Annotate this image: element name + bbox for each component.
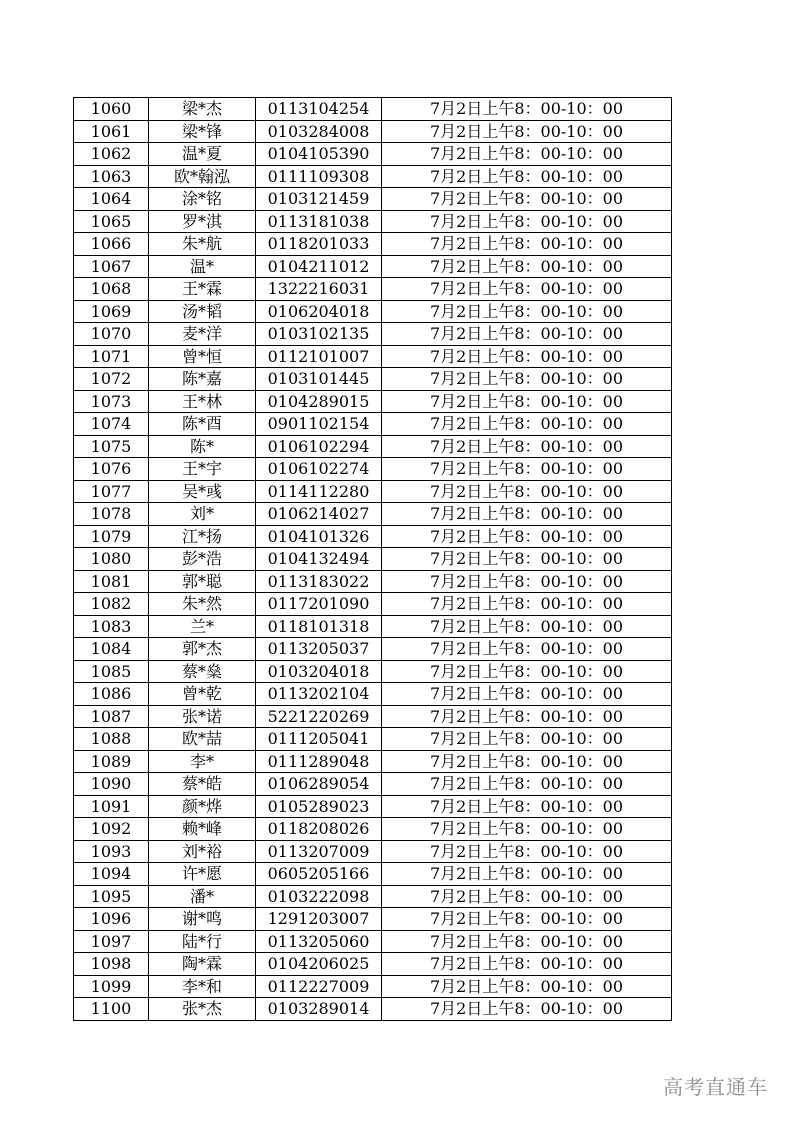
table-row [74, 570, 672, 593]
exam-time-cell: 7月2日上午8：00-10：00 [382, 525, 672, 548]
serial-number-cell: 1099 [74, 975, 149, 998]
serial-number-cell: 1071 [74, 345, 149, 368]
exam-time-cell: 7月2日上午8：00-10：00 [382, 390, 672, 413]
exam-time-cell: 7月2日上午8：00-10：00 [382, 233, 672, 256]
candidate-id-cell: 0103222098 [256, 885, 382, 908]
candidate-id-cell: 0111289048 [256, 750, 382, 773]
serial-number-cell: 1091 [74, 795, 149, 818]
candidate-id-cell: 0106102294 [256, 435, 382, 458]
name-cell: 王*霖 [149, 278, 256, 301]
serial-number-cell: 1081 [74, 570, 149, 593]
exam-schedule-table [73, 97, 672, 1021]
exam-time-cell: 7月2日上午8：00-10：00 [382, 368, 672, 391]
table-row [74, 165, 672, 188]
exam-time-cell: 7月2日上午8：00-10：00 [382, 300, 672, 323]
serial-number-cell: 1082 [74, 593, 149, 616]
table-body [74, 98, 672, 1021]
exam-time-cell: 7月2日上午8：00-10：00 [382, 638, 672, 661]
table-row [74, 345, 672, 368]
candidate-id-cell: 0113202104 [256, 683, 382, 706]
serial-number-cell: 1084 [74, 638, 149, 661]
exam-time-cell: 7月2日上午8：00-10：00 [382, 975, 672, 998]
serial-number-cell: 1097 [74, 930, 149, 953]
table-row [74, 233, 672, 256]
exam-time-cell: 7月2日上午8：00-10：00 [382, 480, 672, 503]
name-cell: 李*和 [149, 975, 256, 998]
exam-time-cell: 7月2日上午8：00-10：00 [382, 323, 672, 346]
exam-time-cell: 7月2日上午8：00-10：00 [382, 773, 672, 796]
table-row [74, 638, 672, 661]
candidate-id-cell: 0113207009 [256, 840, 382, 863]
exam-time-cell: 7月2日上午8：00-10：00 [382, 750, 672, 773]
table-row [74, 908, 672, 931]
name-cell: 陈*酉 [149, 413, 256, 436]
serial-number-cell: 1095 [74, 885, 149, 908]
name-cell: 兰* [149, 615, 256, 638]
exam-time-cell: 7月2日上午8：00-10：00 [382, 165, 672, 188]
candidate-id-cell: 0104289015 [256, 390, 382, 413]
exam-time-cell: 7月2日上午8：00-10：00 [382, 435, 672, 458]
candidate-id-cell: 0103284008 [256, 120, 382, 143]
name-cell: 曾*恒 [149, 345, 256, 368]
serial-number-cell: 1079 [74, 525, 149, 548]
exam-time-cell: 7月2日上午8：00-10：00 [382, 953, 672, 976]
table-row [74, 480, 672, 503]
table-row [74, 818, 672, 841]
name-cell: 赖*峰 [149, 818, 256, 841]
candidate-id-cell: 0104101326 [256, 525, 382, 548]
serial-number-cell: 1070 [74, 323, 149, 346]
candidate-id-cell: 0106204018 [256, 300, 382, 323]
candidate-id-cell: 0605205166 [256, 863, 382, 886]
serial-number-cell: 1086 [74, 683, 149, 706]
exam-time-cell: 7月2日上午8：00-10：00 [382, 930, 672, 953]
table-row [74, 278, 672, 301]
serial-number-cell: 1090 [74, 773, 149, 796]
table-row [74, 210, 672, 233]
name-cell: 陆*行 [149, 930, 256, 953]
table-row [74, 750, 672, 773]
serial-number-cell: 1085 [74, 660, 149, 683]
table-row [74, 300, 672, 323]
candidate-id-cell: 0112101007 [256, 345, 382, 368]
table-row [74, 323, 672, 346]
name-cell: 梁*锋 [149, 120, 256, 143]
name-cell: 郭*聪 [149, 570, 256, 593]
name-cell: 朱*航 [149, 233, 256, 256]
candidate-id-cell: 0112227009 [256, 975, 382, 998]
name-cell: 潘* [149, 885, 256, 908]
name-cell: 蔡*皓 [149, 773, 256, 796]
serial-number-cell: 1062 [74, 143, 149, 166]
exam-time-cell: 7月2日上午8：00-10：00 [382, 615, 672, 638]
name-cell: 涂*铭 [149, 188, 256, 211]
candidate-id-cell: 0111109308 [256, 165, 382, 188]
exam-time-cell: 7月2日上午8：00-10：00 [382, 683, 672, 706]
exam-time-cell: 7月2日上午8：00-10：00 [382, 503, 672, 526]
name-cell: 郭*杰 [149, 638, 256, 661]
table-row [74, 930, 672, 953]
candidate-id-cell: 0113205037 [256, 638, 382, 661]
table-row [74, 548, 672, 571]
serial-number-cell: 1065 [74, 210, 149, 233]
table-row [74, 435, 672, 458]
name-cell: 颜*烨 [149, 795, 256, 818]
serial-number-cell: 1067 [74, 255, 149, 278]
name-cell: 张*诺 [149, 705, 256, 728]
candidate-id-cell: 0104105390 [256, 143, 382, 166]
table-row [74, 660, 672, 683]
serial-number-cell: 1096 [74, 908, 149, 931]
name-cell: 朱*然 [149, 593, 256, 616]
exam-time-cell: 7月2日上午8：00-10：00 [382, 458, 672, 481]
candidate-id-cell: 0103102135 [256, 323, 382, 346]
candidate-id-cell: 0111205041 [256, 728, 382, 751]
table-row [74, 458, 672, 481]
name-cell: 曾*乾 [149, 683, 256, 706]
serial-number-cell: 1060 [74, 98, 149, 121]
table-row [74, 795, 672, 818]
serial-number-cell: 1089 [74, 750, 149, 773]
exam-time-cell: 7月2日上午8：00-10：00 [382, 705, 672, 728]
table-row [74, 840, 672, 863]
name-cell: 欧*喆 [149, 728, 256, 751]
table-row [74, 120, 672, 143]
exam-time-cell: 7月2日上午8：00-10：00 [382, 255, 672, 278]
table-row [74, 593, 672, 616]
exam-time-cell: 7月2日上午8：00-10：00 [382, 908, 672, 931]
table-row [74, 998, 672, 1021]
serial-number-cell: 1092 [74, 818, 149, 841]
candidate-id-cell: 0106214027 [256, 503, 382, 526]
serial-number-cell: 1073 [74, 390, 149, 413]
exam-time-cell: 7月2日上午8：00-10：00 [382, 210, 672, 233]
table-row [74, 255, 672, 278]
candidate-id-cell: 0113181038 [256, 210, 382, 233]
candidate-id-cell: 0901102154 [256, 413, 382, 436]
table-row [74, 773, 672, 796]
candidate-id-cell: 1291203007 [256, 908, 382, 931]
table-row [74, 368, 672, 391]
table-row [74, 143, 672, 166]
serial-number-cell: 1063 [74, 165, 149, 188]
serial-number-cell: 1072 [74, 368, 149, 391]
serial-number-cell: 1093 [74, 840, 149, 863]
serial-number-cell: 1078 [74, 503, 149, 526]
candidate-id-cell: 0106289054 [256, 773, 382, 796]
name-cell: 吴*彧 [149, 480, 256, 503]
candidate-id-cell: 0105289023 [256, 795, 382, 818]
candidate-id-cell: 0118201033 [256, 233, 382, 256]
candidate-id-cell: 0113104254 [256, 98, 382, 121]
candidate-id-cell: 0117201090 [256, 593, 382, 616]
exam-time-cell: 7月2日上午8：00-10：00 [382, 998, 672, 1021]
serial-number-cell: 1100 [74, 998, 149, 1021]
name-cell: 欧*翰泓 [149, 165, 256, 188]
table-row [74, 885, 672, 908]
name-cell: 刘*裕 [149, 840, 256, 863]
exam-time-cell: 7月2日上午8：00-10：00 [382, 728, 672, 751]
exam-time-cell: 7月2日上午8：00-10：00 [382, 143, 672, 166]
serial-number-cell: 1075 [74, 435, 149, 458]
serial-number-cell: 1088 [74, 728, 149, 751]
serial-number-cell: 1083 [74, 615, 149, 638]
exam-time-cell: 7月2日上午8：00-10：00 [382, 278, 672, 301]
name-cell: 刘* [149, 503, 256, 526]
serial-number-cell: 1064 [74, 188, 149, 211]
candidate-id-cell: 0103204018 [256, 660, 382, 683]
exam-time-cell: 7月2日上午8：00-10：00 [382, 660, 672, 683]
name-cell: 李* [149, 750, 256, 773]
candidate-id-cell: 1322216031 [256, 278, 382, 301]
name-cell: 陈*嘉 [149, 368, 256, 391]
candidate-id-cell: 0103101445 [256, 368, 382, 391]
serial-number-cell: 1080 [74, 548, 149, 571]
exam-time-cell: 7月2日上午8：00-10：00 [382, 548, 672, 571]
table-row [74, 413, 672, 436]
exam-time-cell: 7月2日上午8：00-10：00 [382, 188, 672, 211]
table-row [74, 615, 672, 638]
table-row [74, 390, 672, 413]
serial-number-cell: 1074 [74, 413, 149, 436]
exam-time-cell: 7月2日上午8：00-10：00 [382, 98, 672, 121]
serial-number-cell: 1087 [74, 705, 149, 728]
candidate-id-cell: 0118208026 [256, 818, 382, 841]
name-cell: 陶*霖 [149, 953, 256, 976]
exam-time-cell: 7月2日上午8：00-10：00 [382, 413, 672, 436]
serial-number-cell: 1066 [74, 233, 149, 256]
candidate-id-cell: 0104132494 [256, 548, 382, 571]
exam-time-cell: 7月2日上午8：00-10：00 [382, 593, 672, 616]
table-row [74, 98, 672, 121]
candidate-id-cell: 0113183022 [256, 570, 382, 593]
table-row [74, 683, 672, 706]
name-cell: 陈* [149, 435, 256, 458]
candidate-id-cell: 0113205060 [256, 930, 382, 953]
serial-number-cell: 1068 [74, 278, 149, 301]
exam-time-cell: 7月2日上午8：00-10：00 [382, 345, 672, 368]
name-cell: 温* [149, 255, 256, 278]
candidate-id-cell: 5221220269 [256, 705, 382, 728]
exam-time-cell: 7月2日上午8：00-10：00 [382, 885, 672, 908]
name-cell: 蔡*燊 [149, 660, 256, 683]
candidate-id-cell: 0118101318 [256, 615, 382, 638]
exam-time-cell: 7月2日上午8：00-10：00 [382, 570, 672, 593]
serial-number-cell: 1098 [74, 953, 149, 976]
exam-time-cell: 7月2日上午8：00-10：00 [382, 863, 672, 886]
table-row [74, 503, 672, 526]
table-row [74, 705, 672, 728]
table-row [74, 863, 672, 886]
watermark-text: 高考直通车 [663, 1075, 768, 1099]
name-cell: 王*林 [149, 390, 256, 413]
candidate-id-cell: 0103289014 [256, 998, 382, 1021]
serial-number-cell: 1076 [74, 458, 149, 481]
exam-time-cell: 7月2日上午8：00-10：00 [382, 840, 672, 863]
table-row [74, 728, 672, 751]
name-cell: 麦*洋 [149, 323, 256, 346]
name-cell: 江*扬 [149, 525, 256, 548]
table-row [74, 188, 672, 211]
name-cell: 张*杰 [149, 998, 256, 1021]
name-cell: 温*夏 [149, 143, 256, 166]
serial-number-cell: 1061 [74, 120, 149, 143]
name-cell: 汤*韬 [149, 300, 256, 323]
name-cell: 许*愿 [149, 863, 256, 886]
name-cell: 王*宇 [149, 458, 256, 481]
name-cell: 彭*浩 [149, 548, 256, 571]
serial-number-cell: 1077 [74, 480, 149, 503]
serial-number-cell: 1094 [74, 863, 149, 886]
table-row [74, 975, 672, 998]
table-row [74, 953, 672, 976]
candidate-id-cell: 0114112280 [256, 480, 382, 503]
candidate-id-cell: 0104206025 [256, 953, 382, 976]
name-cell: 谢*鸣 [149, 908, 256, 931]
candidate-id-cell: 0104211012 [256, 255, 382, 278]
candidate-id-cell: 0103121459 [256, 188, 382, 211]
candidate-id-cell: 0106102274 [256, 458, 382, 481]
name-cell: 梁*杰 [149, 98, 256, 121]
exam-time-cell: 7月2日上午8：00-10：00 [382, 120, 672, 143]
name-cell: 罗*淇 [149, 210, 256, 233]
exam-time-cell: 7月2日上午8：00-10：00 [382, 795, 672, 818]
serial-number-cell: 1069 [74, 300, 149, 323]
table-row [74, 525, 672, 548]
exam-time-cell: 7月2日上午8：00-10：00 [382, 818, 672, 841]
